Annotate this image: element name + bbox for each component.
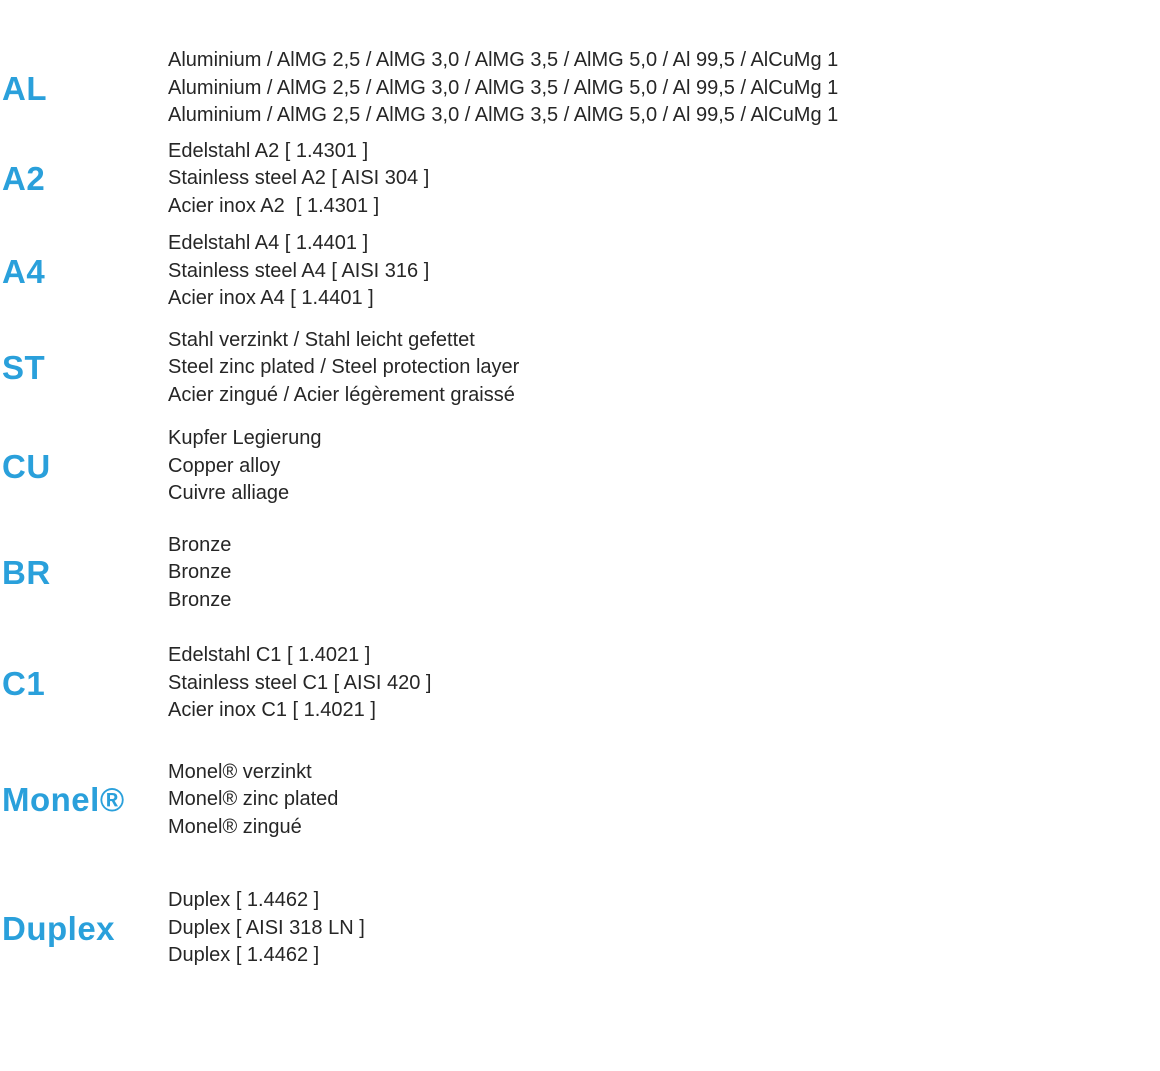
material-description-line: Bronze	[168, 561, 232, 583]
material-row	[2, 425, 1160, 508]
material-description	[168, 532, 1160, 615]
material-description-line: Kupfer Legierung	[168, 427, 322, 449]
material-description	[168, 425, 1160, 508]
material-code: C1	[2, 664, 46, 702]
material-description-line: Bronze	[168, 588, 232, 611]
material-code: Monel®	[2, 781, 125, 819]
material-description	[168, 887, 1160, 970]
material-code: ST	[2, 349, 46, 387]
material-description-line: Cuivre alliage	[168, 482, 290, 504]
material-description-line: Stainless steel A4 [ AISI 316 ]	[168, 259, 430, 282]
material-row	[2, 327, 1160, 410]
material-description-line: Acier zingué / Acier légèrement graissé	[168, 383, 515, 406]
material-description-line: Steel zinc plated / Steel protection layer	[168, 356, 520, 378]
material-description-line: Acier inox A2 [ 1.4301 ]	[168, 194, 380, 217]
material-description-line: Stainless steel C1 [ AISI 420 ]	[168, 671, 432, 694]
material-row	[2, 642, 1160, 725]
material-row	[2, 887, 1160, 970]
material-row	[2, 230, 1160, 313]
material-description-line: Aluminium / AlMG 2,5 / AlMG 3,0 / AlMG 3,5 / AlMG 5,0 / Al 99,5 / AlCuMg 1	[168, 49, 839, 71]
material-code: A2	[2, 160, 46, 198]
material-description-line: Stahl verzinkt / Stahl leicht gefettet	[168, 328, 475, 351]
material-description-line: Acier inox C1 [ 1.4021 ]	[168, 699, 376, 721]
material-description-line: Monel® verzinkt	[168, 760, 312, 783]
material-row	[2, 532, 1160, 615]
material-description-line: Duplex [ 1.4462 ]	[168, 889, 320, 911]
material-description-line: Stainless steel A2 [ AISI 304 ]	[168, 167, 430, 189]
material-description-line: Duplex [ AISI 318 LN ]	[168, 916, 365, 939]
material-code: CU	[2, 447, 51, 485]
material-description-line: Aluminium / AlMG 2,5 / AlMG 3,0 / AlMG 3,5 / AlMG 5,0 / Al 99,5 / AlCuMg 1	[168, 76, 839, 99]
material-description-line: Edelstahl A2 [ 1.4301 ]	[168, 139, 369, 162]
material-code: A4	[2, 252, 46, 290]
material-code: AL	[2, 69, 47, 107]
material-description	[168, 327, 1160, 410]
material-code: BR	[2, 554, 51, 592]
material-description	[168, 230, 1160, 313]
material-description-line: Edelstahl A4 [ 1.4401 ]	[168, 232, 369, 254]
material-code: Duplex	[2, 909, 116, 947]
material-description-line: Aluminium / AlMG 2,5 / AlMG 3,0 / AlMG 3,5 / AlMG 5,0 / Al 99,5 / AlCuMg 1	[168, 104, 839, 126]
material-description	[168, 138, 1160, 221]
material-row	[2, 759, 1160, 842]
material-row	[2, 47, 1160, 130]
material-row	[2, 138, 1160, 221]
material-description-line: Monel® zinc plated	[168, 788, 339, 810]
material-description	[168, 759, 1160, 842]
material-description-line: Monel® zingué	[168, 815, 302, 838]
material-description	[168, 47, 1160, 130]
material-description-line: Edelstahl C1 [ 1.4021 ]	[168, 644, 371, 666]
material-description-line: Bronze	[168, 533, 232, 556]
material-description-line: Acier inox A4 [ 1.4401 ]	[168, 287, 374, 309]
material-description	[168, 642, 1160, 725]
material-description-line: Copper alloy	[168, 454, 281, 477]
material-description-line: Duplex [ 1.4462 ]	[168, 944, 320, 966]
